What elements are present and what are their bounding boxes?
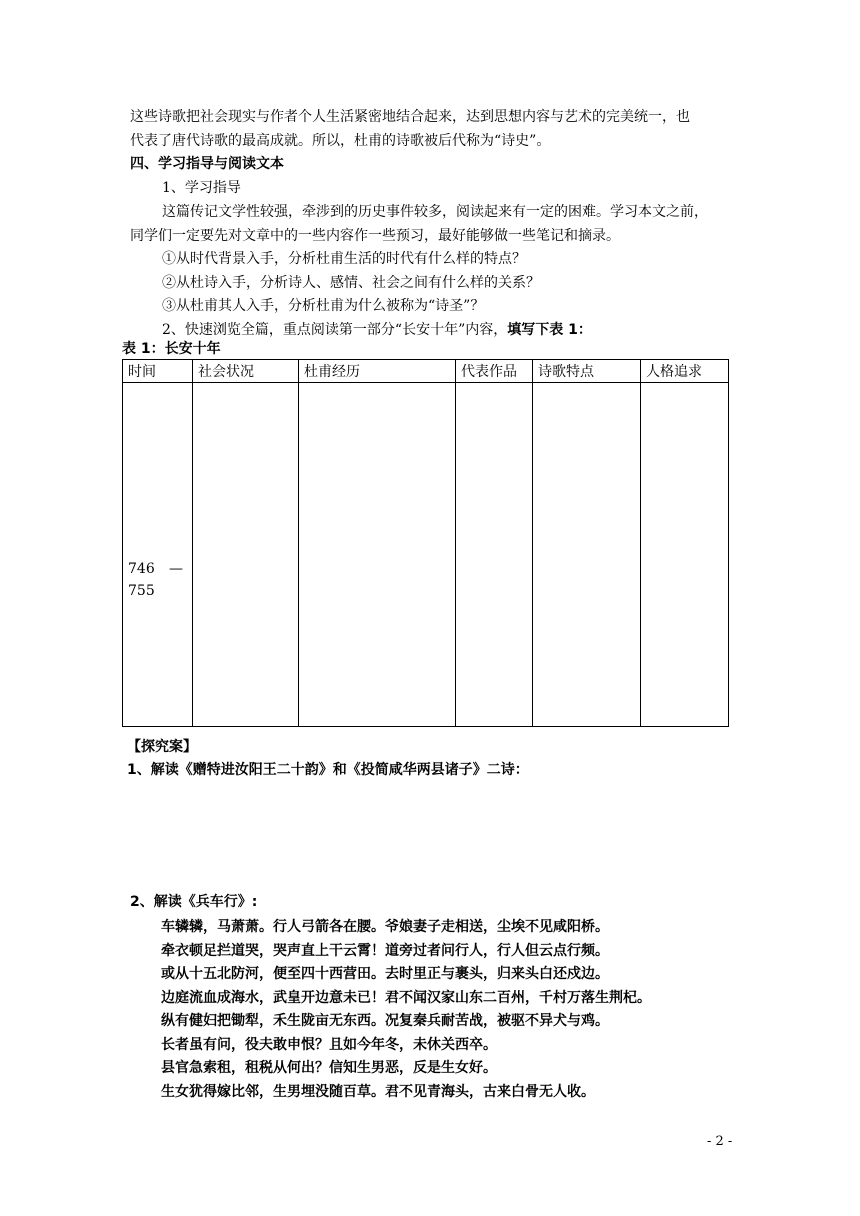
- cell-social-conditions[interactable]: [193, 383, 299, 727]
- table-caption: 表 1：长安十年: [122, 341, 221, 357]
- cell-time: [123, 383, 193, 727]
- subheading-quick-read: [162, 320, 592, 340]
- table-row: [123, 383, 729, 727]
- intro-line-1: 这些诗歌把社会现实与作者个人生活紧密地结合起来，达到思想内容与艺术的完美统一，也: [130, 109, 690, 125]
- changan-ten-years-table: [122, 359, 729, 727]
- poem-line: 生女犹得嫁比邻，生男埋没随百草。君不见青海头，古来白骨无人收。: [161, 1084, 595, 1100]
- header-du-fu-experience: 杜甫经历: [299, 360, 456, 383]
- guide-paragraph-line-2: 同学们一定要先对文章中的一些内容作一些预习，最好能够做一些笔记和摘录。: [130, 228, 620, 244]
- poem-line: 牵衣顿足拦道哭，哭声直上干云霄！道旁过者问行人，行人但云点行频。: [161, 943, 609, 959]
- explore-question-1: 1、解读《赠特进汝阳王二十韵》和《投简咸华两县诸子》二诗：: [127, 762, 529, 778]
- poem-line: 或从十五北防河，便至四十西营田。去时里正与裹头，归来头白还戍边。: [161, 966, 609, 982]
- fill-table-instruction: 填写下表 1：: [507, 322, 592, 338]
- year-dash: —: [169, 561, 183, 577]
- page-number: - 2 -: [707, 1134, 733, 1149]
- cell-personality-pursuit[interactable]: [641, 383, 729, 727]
- poem-line: 车辚辚，马萧萧。行人弓箭各在腰。爷娘妻子走相送，尘埃不见咸阳桥。: [161, 919, 609, 935]
- poem-line: 县官急索租，租税从何出？信知生男恶，反是生女好。: [161, 1060, 497, 1076]
- explore-heading: 【探究案】: [127, 739, 197, 755]
- header-personality-pursuit: 人格追求: [641, 360, 729, 383]
- section-heading: 四、学习指导与阅读文本: [130, 156, 284, 172]
- header-social-conditions: 社会状况: [193, 360, 299, 383]
- poem-line: 长者虽有问，役夫敢申恨？且如今年冬，未休关西卒。: [161, 1037, 497, 1053]
- header-time: 时间: [123, 360, 193, 383]
- guide-question-2: ②从杜诗入手，分析诗人、感情、社会之间有什么样的关系？: [162, 275, 540, 291]
- guide-question-3: ③从杜甫其人入手，分析杜甫为什么被称为“诗圣”？: [162, 298, 485, 314]
- table-header-row: [123, 360, 729, 383]
- cell-poetry-features[interactable]: [533, 383, 641, 727]
- intro-line-2: 代表了唐代诗歌的最高成就。所以，杜甫的诗歌被后代称为“诗史”。: [130, 133, 551, 149]
- guide-paragraph-line-1: 这篇传记文学性较强，牵涉到的历史事件较多，阅读起来有一定的困难。学习本文之前，: [162, 204, 708, 220]
- explore-question-2: 2、解读《兵车行》:: [130, 894, 258, 910]
- header-representative-works: 代表作品: [456, 360, 533, 383]
- year-start: 746: [128, 561, 155, 577]
- header-poetry-features: 诗歌特点: [533, 360, 641, 383]
- poem-line: 边庭流血成海水，武皇开边意未已！君不闻汉家山东二百州，千村万落生荆杞。: [161, 990, 651, 1006]
- cell-representative-works[interactable]: [456, 383, 533, 727]
- guide-question-1: ①从时代背景入手，分析杜甫生活的时代有什么样的特点？: [162, 251, 526, 267]
- subheading-study-guide: 1、学习指导: [162, 180, 241, 196]
- cell-du-fu-experience[interactable]: [299, 383, 456, 727]
- year-end: 755: [128, 583, 155, 599]
- poem-line: 纵有健妇把锄犁，禾生陇亩无东西。况复秦兵耐苦战，被驱不异犬与鸡。: [161, 1013, 609, 1029]
- quick-read-instruction: 2、快速浏览全篇，重点阅读第一部分“长安十年”内容，: [162, 322, 508, 338]
